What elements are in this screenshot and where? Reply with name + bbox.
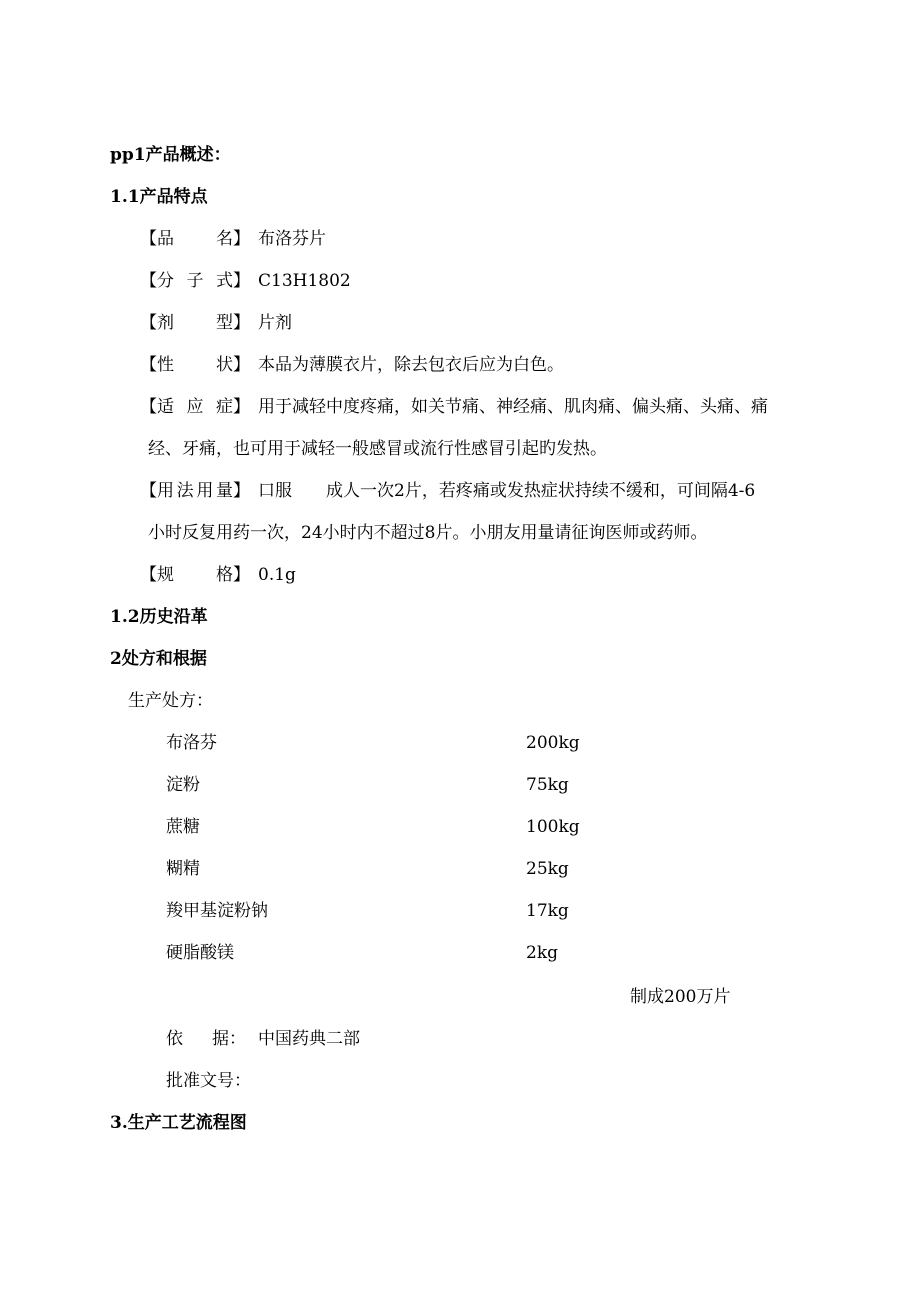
section-features: 1.1产品特点 <box>110 187 208 207</box>
field-name-label: 【品 名】 <box>140 229 250 249</box>
field-appearance-value: 本品为薄膜衣片，除去包衣后应为白色。 <box>258 355 564 375</box>
field-usage-label: 【用 法 用 量】 <box>140 481 250 501</box>
section-history: 1.2历史沿革 <box>110 607 208 627</box>
section-overview: pp1产品概述： <box>110 145 231 165</box>
recipe-item-amount: 17kg <box>526 901 569 921</box>
field-spec-label: 【规 格】 <box>140 565 250 585</box>
field-dosage-form-value: 片剂 <box>258 313 292 333</box>
field-formula-value: C13H1802 <box>258 271 351 291</box>
field-spec-value: 0.1g <box>258 565 296 585</box>
field-indications-continued: 经、牙痛，也可用于减轻一般感冒或流行性感冒引起旳发热。 <box>148 439 607 459</box>
section-formula: 2处方和根据 <box>110 649 207 669</box>
field-indications-label: 【适 应 症】 <box>140 397 250 417</box>
field-formula-label: 【分 子 式】 <box>140 271 250 291</box>
recipe-item-amount: 2kg <box>526 943 558 963</box>
recipe-item-amount: 200kg <box>526 733 580 753</box>
field-appearance-label: 【性 状】 <box>140 355 250 375</box>
recipe-item-name: 淀粉 <box>166 775 200 795</box>
section-process: 3.生产工艺流程图 <box>110 1113 247 1133</box>
recipe-item-amount: 100kg <box>526 817 580 837</box>
recipe-heading: 生产处方： <box>128 691 213 711</box>
recipe-item-name: 羧甲基淀粉钠 <box>166 901 268 921</box>
recipe-basis-label: 依 据： <box>166 1029 246 1049</box>
field-name-value: 布洛芬片 <box>258 229 326 249</box>
recipe-item-name: 蔗糖 <box>166 817 200 837</box>
recipe-approval: 批准文号： <box>166 1071 251 1091</box>
field-dosage-form-label: 【剂 型】 <box>140 313 250 333</box>
recipe-yield: 制成200万片 <box>630 987 731 1007</box>
recipe-item-name: 布洛芬 <box>166 733 217 753</box>
recipe-item-amount: 25kg <box>526 859 569 879</box>
recipe-item-amount: 75kg <box>526 775 569 795</box>
field-usage-continued: 小时反复用药一次，24小时内不超过8片。小朋友用量请征询医师或药师。 <box>148 523 708 543</box>
recipe-item-name: 硬脂酸镁 <box>166 943 234 963</box>
recipe-basis-value: 中国药典二部 <box>258 1029 360 1049</box>
recipe-item-name: 糊精 <box>166 859 200 879</box>
field-usage-value: 口服 成人一次2片，若疼痛或发热症状持续不缓和，可间隔4-6 <box>258 481 756 501</box>
field-indications-value: 用于减轻中度疼痛，如关节痛、神经痛、肌肉痛、偏头痛、头痛、痛 <box>258 397 768 417</box>
